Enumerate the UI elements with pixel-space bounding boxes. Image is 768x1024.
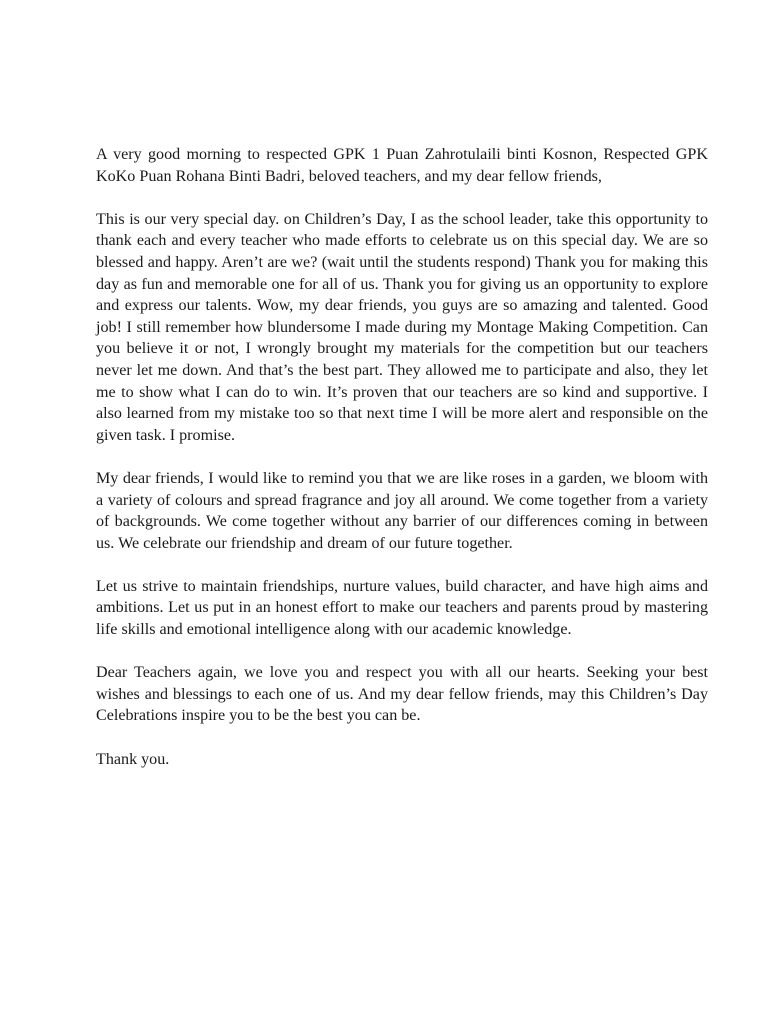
speech-text <box>96 144 708 792</box>
body-paragraph-4: Dear Teachers again, we love you and respect you with all our hearts. Seeking your best wishes and blessings to each one of us. And my dear fellow friends, may this Children’s Day Celebrations inspire you to be the best you can be. <box>96 664 708 725</box>
body-paragraph-1: This is our very special day. on Children’s Day, I as the school leader, take this opportunity to thank each and every teacher who made efforts to celebrate us on this special day. We are so blessed and happy. Aren’t are we? (wait until the students respond) Thank you for making this day as fun and memorable one for all of us. Thank you for giving us an opportunity to explore and express our talents. Wow, my dear friends, you guys are so amazing and talented. Good job! I still remember how blundersome I made during my Montage Making Competition. Can you believe it or not, I wrongly brought my materials for the competition but our teachers never let me down. And that’s the best part. They allowed me to participate and also, they let me to show what I can do to win. It’s proven that our teachers are so kind and supportive. I also learned from my mistake too so that next time I will be more alert and responsible on the given task. I promise. <box>96 210 708 444</box>
body-paragraph-3: Let us strive to maintain friendships, nurture values, build character, and have high aims and ambitions. Let us put in an honest effort to make our teachers and parents proud by mastering life skills and emotional intelligence along with our academic knowledge. <box>96 577 708 639</box>
greeting-paragraph: A very good morning to respected GPK 1 Puan Zahrotulaili binti Kosnon, Respected GPK KoKo Puan Rohana Binti Badri, beloved teachers, and my dear fellow friends, <box>96 146 708 185</box>
closing-line: Thank you. <box>96 750 170 768</box>
body-paragraph-2: My dear friends, I would like to remind you that we are like roses in a garden, we bloom with a variety of colours and spread fragrance and joy all around. We come together from a variety of backgrounds. We come together without any barrier of our differences coming in between us. We celebrate our friendship and dream of our future together. <box>96 469 708 552</box>
